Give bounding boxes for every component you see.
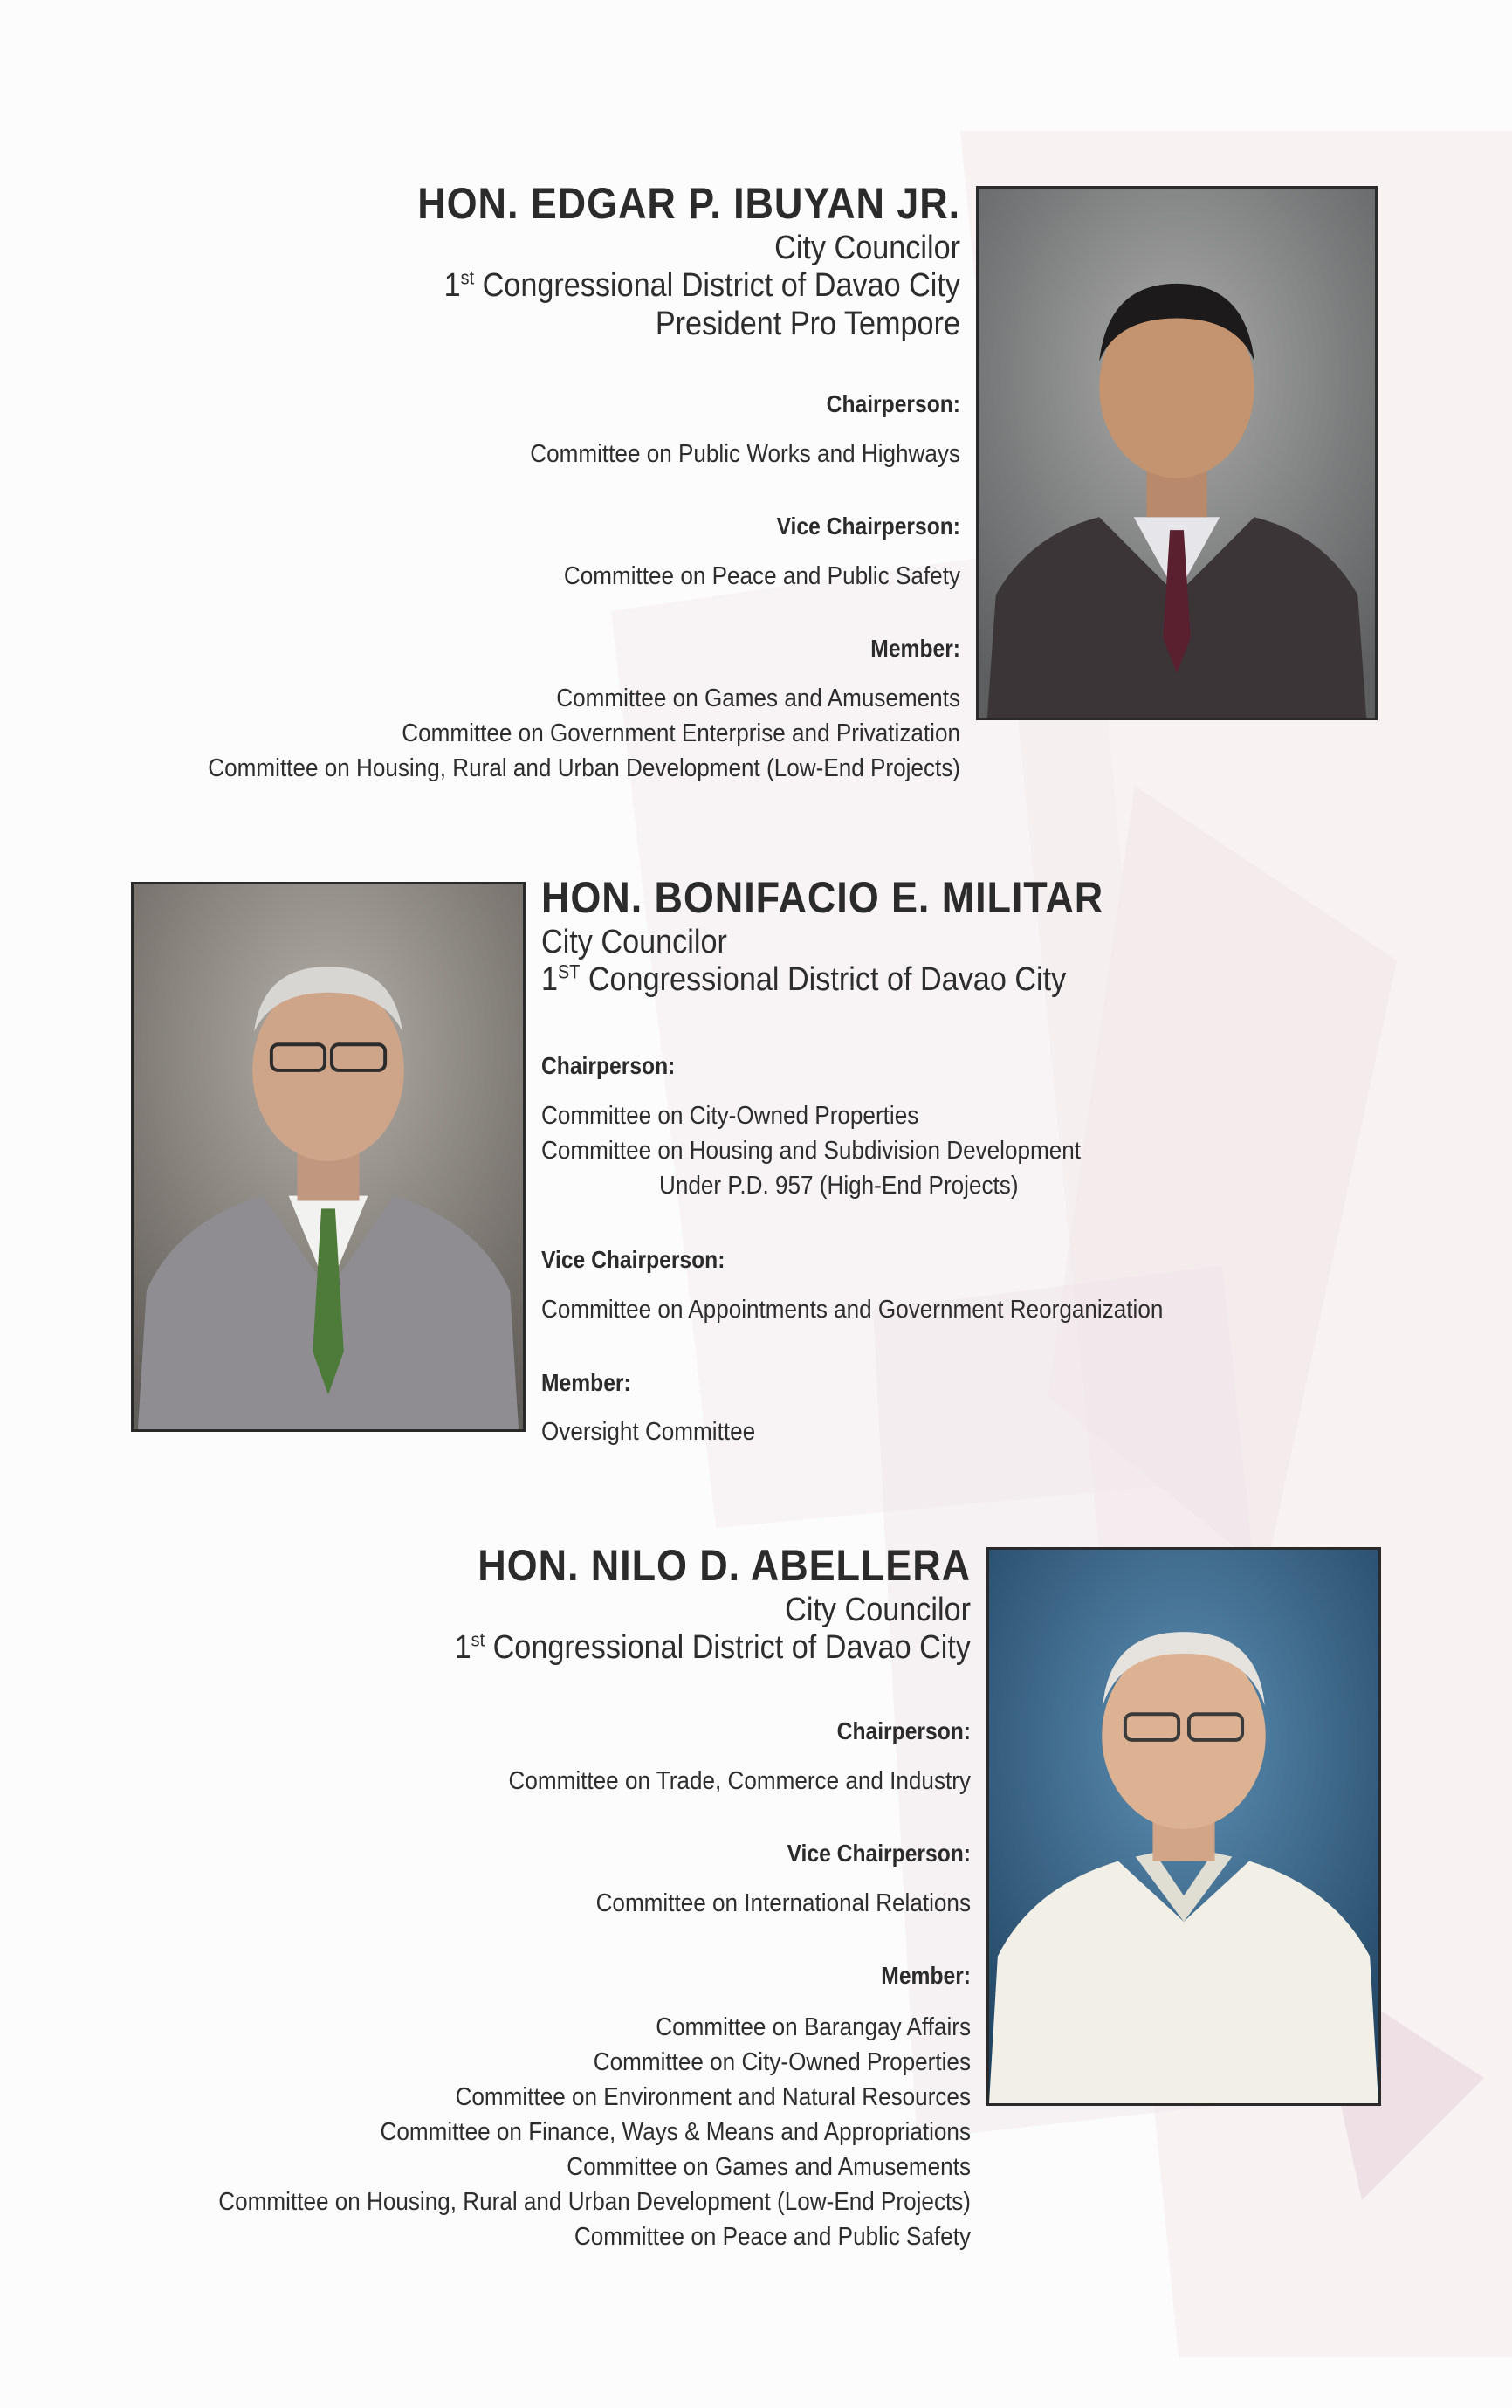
committee-item: Committee on City-Owned Properties: [541, 1102, 919, 1130]
councilor-info: [541, 873, 1414, 1000]
committee-item: Committee on Games and Amusements: [567, 2153, 971, 2181]
committee-item: Committee on Peace and Public Safety: [574, 2223, 971, 2251]
councilor-name: HON. EDGAR P. IBUYAN JR.: [417, 179, 961, 228]
member-list: [0, 681, 960, 786]
chairperson-section: [541, 1052, 1414, 1080]
councilor-position: City Councilor: [785, 1591, 971, 1628]
councilor-position: City Councilor: [541, 923, 727, 960]
chairperson-heading: Chairperson:: [836, 1717, 971, 1744]
committee-item: Committee on Games and Amusements: [556, 685, 960, 712]
vice-chairperson-heading: Vice Chairperson:: [541, 1246, 725, 1273]
member-heading: Member:: [881, 1962, 971, 1989]
vice-chairperson-heading: Vice Chairperson:: [787, 1840, 971, 1867]
chairperson-list: [10, 1764, 971, 1799]
member-list: [541, 1414, 1414, 1449]
member-heading: Member:: [541, 1369, 631, 1396]
vice-chairperson-list: [10, 1886, 971, 1921]
councilor-district: 1st Congressional District of Davao City: [443, 266, 960, 305]
councilor-photo: [986, 1547, 1381, 2106]
vice-chairperson-section: [10, 1840, 971, 1868]
committee-item: Committee on International Relations: [595, 1889, 971, 1917]
member-heading: Member:: [870, 635, 960, 662]
committee-item: Committee on Trade, Commerce and Industry: [508, 1767, 971, 1795]
committee-item: Committee on Housing, Rural and Urban Development (Low-End Projects): [218, 2188, 971, 2216]
councilor-position: City Councilor: [774, 229, 960, 266]
member-list: [0, 2010, 971, 2254]
councilor-info: [10, 1541, 971, 1668]
committee-item: Committee on City-Owned Properties: [593, 2048, 971, 2076]
committee-item: Committee on Housing and Subdivision Development: [541, 1137, 1082, 1165]
chairperson-heading: Chairperson:: [826, 390, 960, 417]
committee-item: Under P.D. 957 (High-End Projects): [659, 1172, 1019, 1200]
committee-item: Committee on Barangay Affairs: [656, 2013, 971, 2041]
councilor-photo: [131, 882, 526, 1432]
committee-item: Committee on Government Enterprise and Privatization: [402, 719, 960, 747]
vice-chairperson-section: [541, 1246, 1414, 1274]
committee-item: Committee on Housing, Rural and Urban Development (Low-End Projects): [208, 754, 960, 782]
committee-item: Committee on Public Works and Highways: [530, 440, 960, 468]
chairperson-heading: Chairperson:: [541, 1052, 676, 1079]
councilor-photo: [976, 186, 1378, 720]
chairperson-section: [0, 390, 960, 418]
committee-item: Committee on Appointments and Government Reorganization: [541, 1296, 1164, 1324]
chairperson-list: [0, 437, 960, 471]
committee-item: Committee on Environment and Natural Resources: [455, 2083, 971, 2111]
councilor-extra-title: President Pro Tempore: [655, 305, 960, 342]
committee-item: Committee on Finance, Ways & Means and Appropriations: [380, 2118, 971, 2146]
vice-chairperson-list: [541, 1292, 1414, 1327]
councilor-district: 1st Congressional District of Davao City: [454, 1628, 971, 1667]
chairperson-list: [541, 1098, 1414, 1203]
vice-chairperson-section: [0, 513, 960, 540]
member-section: [0, 635, 960, 663]
councilor-info: [0, 179, 960, 344]
vice-chairperson-heading: Vice Chairperson:: [776, 513, 960, 540]
chairperson-section: [10, 1717, 971, 1745]
councilor-name: HON. NILO D. ABELLERA: [478, 1541, 971, 1590]
committee-item: Oversight Committee: [541, 1418, 756, 1446]
member-section: [10, 1962, 971, 1990]
councilor-district: 1ST Congressional District of Davao City: [541, 960, 1067, 999]
councilor-name: HON. BONIFACIO E. MILITAR: [541, 873, 1104, 922]
member-section: [541, 1369, 1414, 1397]
vice-chairperson-list: [0, 559, 960, 594]
committee-item: Committee on Peace and Public Safety: [563, 562, 960, 590]
